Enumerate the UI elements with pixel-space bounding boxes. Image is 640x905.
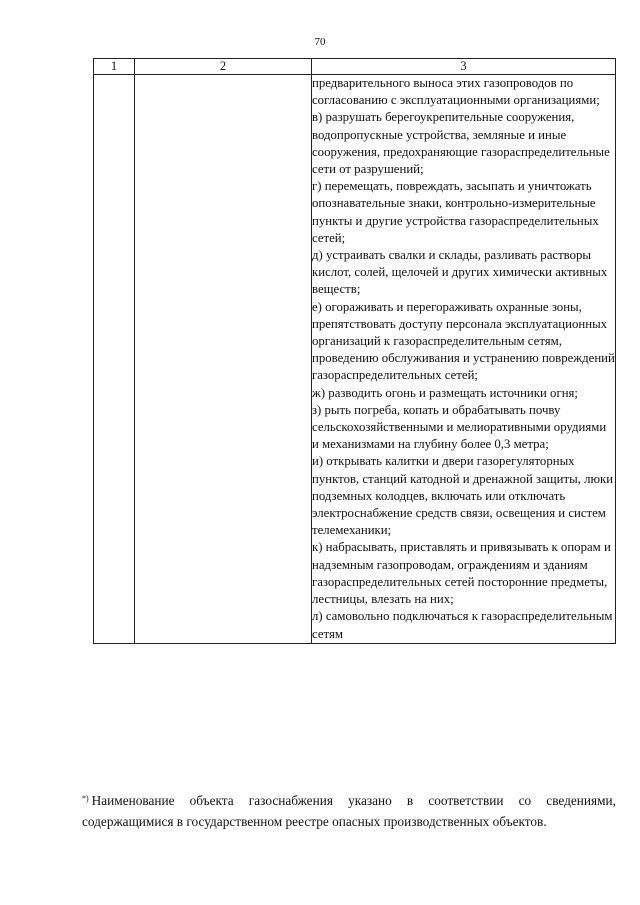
cell-column-1 <box>94 75 135 644</box>
list-item: з) рыть погреба, копать и обрабатывать почву сельскохозяйственными и мелиоративными орудиями и механизмами на глубину более 0,3 метра; <box>312 402 607 452</box>
column-header-3: 3 <box>312 59 616 75</box>
column-header-1: 1 <box>94 59 135 75</box>
list-item: л) самовольно подключаться к газораспределительным сетям <box>312 609 613 641</box>
list-item: предварительного выноса этих газопроводов по согласованию с эксплуатационными организациями; <box>312 76 600 108</box>
page-number: 70 <box>314 36 326 48</box>
list-item: д) устраивать свалки и склады, разливать растворы кислот, солей, щелочей и других химически активных веществ; <box>312 248 608 297</box>
footnote-text: Наименование объекта газоснабжения указано в соответствии со сведениями, содержащимися в государственном реестре опасных производственных объектов. <box>82 793 616 829</box>
cell-column-3 <box>312 75 616 644</box>
list-item: в) разрушать берегоукрепительные сооружения, водопропускные устройства, земляные и иные сооружения, предохраняющие газораспределительные сети от разрушений; <box>312 110 610 177</box>
list-item: к) набрасывать, приставлять и привязывать к опорам и надземным газопроводам, ограждениям и зданиям газораспределительных сетей посторонние предметы, лестницы, влезать на них; <box>312 540 611 607</box>
table-header-row <box>94 59 616 75</box>
list-item: ж) разводить огонь и размещать источники огня; <box>312 385 578 400</box>
list-item: е) огораживать и перегораживать охранные зоны, препятствовать доступу персонала эксплуатационных организаций к газораспределительным сетям, проведению обслуживания и устранению повреждений газораспределительных сетей; <box>312 299 615 383</box>
list-item: г) перемещать, повреждать, засыпать и уничтожать опознавательные знаки, контрольно-измерительные пункты и другие устройства газораспределительных сетей; <box>312 179 599 245</box>
list-item: и) открывать калитки и двери газорегуляторных пунктов, станций катодной и дренажной защиты, люки подземных колодцев, включать или отключать электроснабжение средств связи, освещения и систем телемеханики; <box>312 454 614 538</box>
footnote <box>82 790 616 832</box>
cell-column-2 <box>135 75 312 644</box>
column-header-2: 2 <box>135 59 312 75</box>
document-table <box>93 58 616 644</box>
footnote-marker: *) <box>82 794 89 803</box>
table-row <box>94 75 616 644</box>
